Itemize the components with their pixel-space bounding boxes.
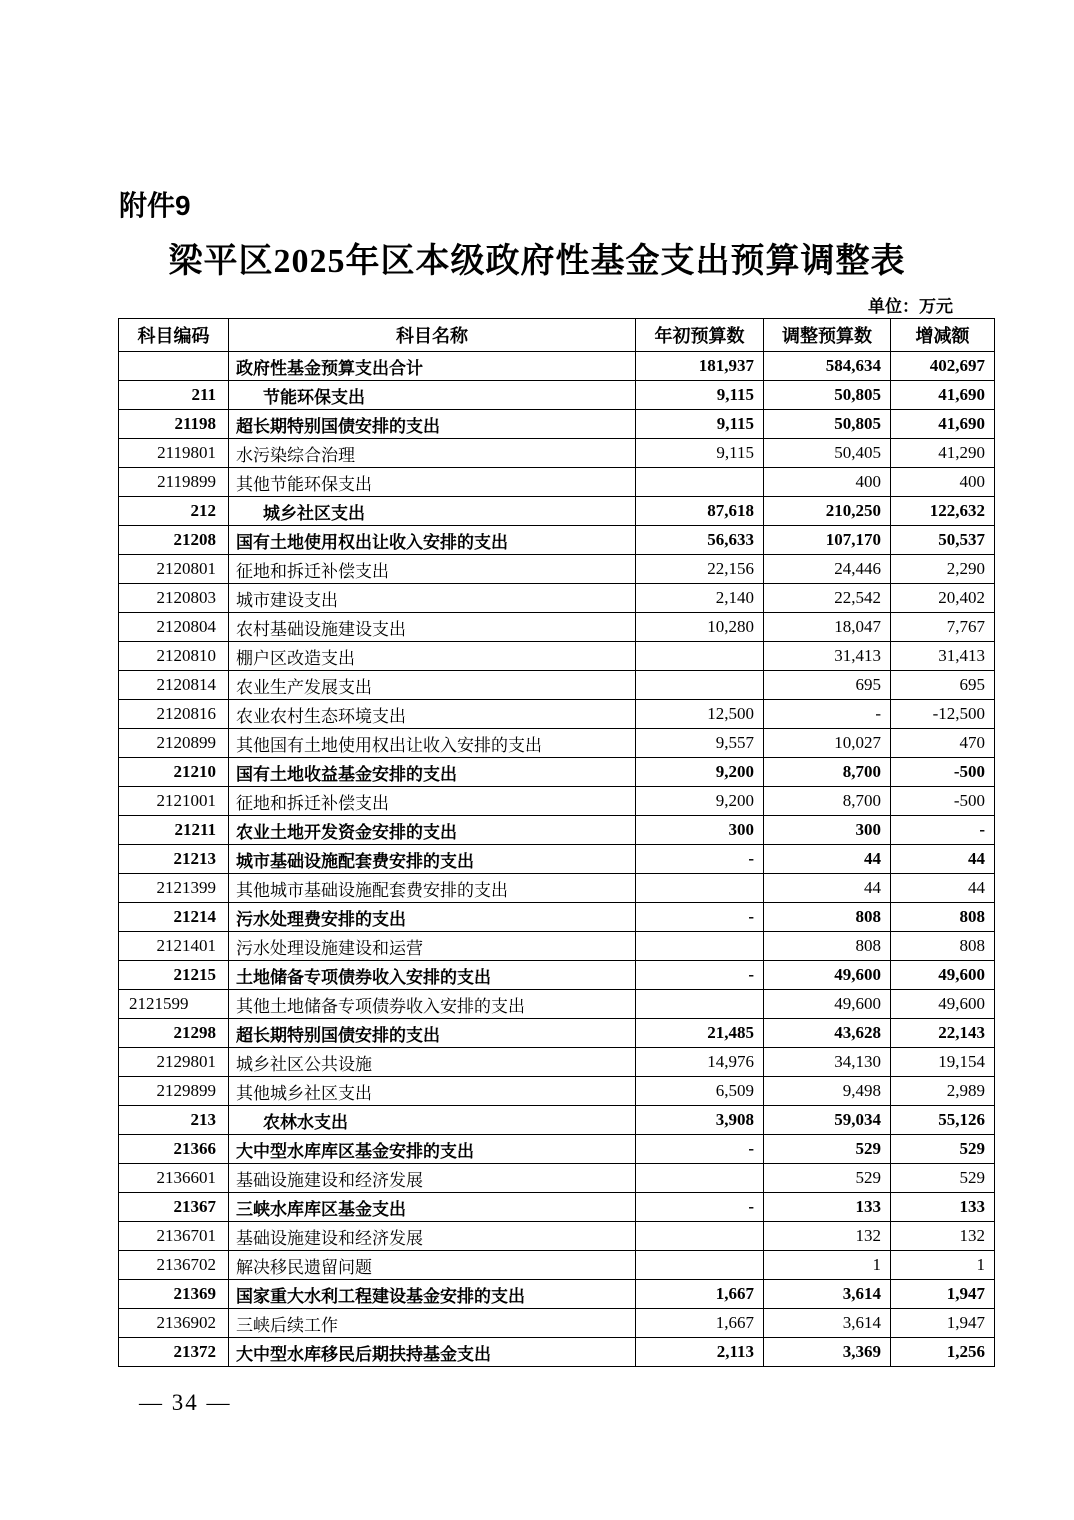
cell-change-amount: 529 [891,1164,995,1193]
cell-adjusted-budget: 50,805 [764,410,891,439]
table-row [119,787,995,816]
cell-initial-budget: 1,667 [636,1280,764,1309]
cell-adjusted-budget: 529 [764,1164,891,1193]
cell-adjusted-budget: 9,498 [764,1077,891,1106]
cell-subject-name: 水污染综合治理 [229,439,636,468]
cell-initial-budget [636,1251,764,1280]
cell-subject-code: 2120803 [119,584,229,613]
cell-adjusted-budget: 34,130 [764,1048,891,1077]
table-row [119,1106,995,1135]
cell-change-amount: 470 [891,729,995,758]
cell-initial-budget: 21,485 [636,1019,764,1048]
cell-subject-code: 2121401 [119,932,229,961]
cell-initial-budget [636,1164,764,1193]
cell-change-amount: 20,402 [891,584,995,613]
unit-note: 单位：万元 [868,297,953,316]
table-row [119,903,995,932]
cell-initial-budget: - [636,903,764,932]
cell-initial-budget: 22,156 [636,555,764,584]
cell-subject-name: 其他土地储备专项债券收入安排的支出 [229,990,636,1019]
cell-change-amount: -500 [891,787,995,816]
cell-subject-code: 2120816 [119,700,229,729]
cell-change-amount: 122,632 [891,497,995,526]
cell-change-amount: 808 [891,932,995,961]
cell-subject-name: 国家重大水利工程建设基金安排的支出 [229,1280,636,1309]
cell-subject-code: 21198 [119,410,229,439]
cell-subject-code: 2136701 [119,1222,229,1251]
cell-initial-budget: 14,976 [636,1048,764,1077]
cell-change-amount: 44 [891,845,995,874]
table-row [119,671,995,700]
cell-initial-budget [636,671,764,700]
cell-change-amount: 808 [891,903,995,932]
cell-initial-budget [636,932,764,961]
table-row [119,1222,995,1251]
column-header-initial-budget: 年初预算数 [636,319,764,352]
cell-subject-code: 2120814 [119,671,229,700]
cell-subject-name: 其他国有土地使用权出让收入安排的支出 [229,729,636,758]
cell-initial-budget: 9,115 [636,439,764,468]
table-row [119,874,995,903]
cell-subject-name: 城乡社区支出 [229,497,636,526]
table-row [119,990,995,1019]
column-header-adjusted-budget: 调整预算数 [764,319,891,352]
table-row [119,439,995,468]
cell-subject-name: 基础设施建设和经济发展 [229,1164,636,1193]
cell-adjusted-budget: 49,600 [764,990,891,1019]
budget-table [118,318,995,1367]
cell-adjusted-budget: 3,614 [764,1309,891,1338]
cell-change-amount: 41,690 [891,410,995,439]
cell-subject-name: 农村基础设施建设支出 [229,613,636,642]
cell-subject-name: 解决移民遗留问题 [229,1251,636,1280]
cell-change-amount: 49,600 [891,990,995,1019]
table-row [119,758,995,787]
cell-adjusted-budget: 49,600 [764,961,891,990]
cell-adjusted-budget: 18,047 [764,613,891,642]
table-row [119,381,995,410]
cell-adjusted-budget: 43,628 [764,1019,891,1048]
cell-subject-name: 棚户区改造支出 [229,642,636,671]
cell-subject-name: 农业土地开发资金安排的支出 [229,816,636,845]
column-header-subject-code: 科目编码 [119,319,229,352]
cell-change-amount: 50,537 [891,526,995,555]
cell-change-amount: 402,697 [891,352,995,381]
cell-change-amount: -12,500 [891,700,995,729]
table-row [119,613,995,642]
cell-change-amount: 1,947 [891,1280,995,1309]
cell-adjusted-budget: 695 [764,671,891,700]
cell-subject-name: 基础设施建设和经济发展 [229,1222,636,1251]
table-row [119,1077,995,1106]
cell-subject-name: 大中型水库库区基金安排的支出 [229,1135,636,1164]
column-header-change-amount: 增减额 [891,319,995,352]
cell-initial-budget [636,468,764,497]
cell-change-amount: 44 [891,874,995,903]
cell-change-amount: 31,413 [891,642,995,671]
cell-subject-name: 三峡后续工作 [229,1309,636,1338]
cell-subject-code: 2121599 [119,990,229,1019]
cell-subject-name: 污水处理费安排的支出 [229,903,636,932]
cell-initial-budget: 2,140 [636,584,764,613]
cell-subject-name: 国有土地使用权出让收入安排的支出 [229,526,636,555]
table-row [119,845,995,874]
cell-subject-name: 其他节能环保支出 [229,468,636,497]
cell-initial-budget: - [636,845,764,874]
table-row [119,1193,995,1222]
cell-change-amount: 132 [891,1222,995,1251]
cell-adjusted-budget: 133 [764,1193,891,1222]
cell-subject-name: 土地储备专项债券收入安排的支出 [229,961,636,990]
table-row [119,932,995,961]
cell-adjusted-budget: 8,700 [764,787,891,816]
table-row [119,729,995,758]
cell-initial-budget: 1,667 [636,1309,764,1338]
cell-initial-budget: 9,200 [636,758,764,787]
cell-change-amount: 529 [891,1135,995,1164]
cell-adjusted-budget: 808 [764,903,891,932]
table-row [119,555,995,584]
cell-subject-code: 21214 [119,903,229,932]
table-row [119,468,995,497]
cell-initial-budget [636,990,764,1019]
cell-change-amount: 1,947 [891,1309,995,1338]
table-row [119,410,995,439]
cell-subject-code: 21208 [119,526,229,555]
header-row [119,319,995,352]
cell-adjusted-budget: 1 [764,1251,891,1280]
cell-adjusted-budget: 107,170 [764,526,891,555]
cell-change-amount: -500 [891,758,995,787]
cell-subject-name: 政府性基金预算支出合计 [229,352,636,381]
cell-initial-budget: 3,908 [636,1106,764,1135]
cell-adjusted-budget: 584,634 [764,352,891,381]
table-row [119,1135,995,1164]
cell-subject-name: 城市建设支出 [229,584,636,613]
cell-initial-budget: 9,200 [636,787,764,816]
cell-adjusted-budget: 22,542 [764,584,891,613]
cell-change-amount: 49,600 [891,961,995,990]
cell-subject-name: 超长期特别国债安排的支出 [229,410,636,439]
page-number: — 34 — [139,1390,232,1415]
cell-initial-budget: 9,557 [636,729,764,758]
cell-subject-code: 2119899 [119,468,229,497]
cell-subject-name: 征地和拆迁补偿支出 [229,555,636,584]
cell-subject-code: 21211 [119,816,229,845]
cell-initial-budget: 56,633 [636,526,764,555]
cell-change-amount: 2,989 [891,1077,995,1106]
cell-adjusted-budget: 808 [764,932,891,961]
cell-subject-name: 城市基础设施配套费安排的支出 [229,845,636,874]
cell-subject-name: 征地和拆迁补偿支出 [229,787,636,816]
table-row [119,700,995,729]
table-header [119,319,995,352]
cell-adjusted-budget: 31,413 [764,642,891,671]
cell-initial-budget: 87,618 [636,497,764,526]
cell-adjusted-budget: 44 [764,845,891,874]
cell-subject-code: 21366 [119,1135,229,1164]
cell-initial-budget: 9,115 [636,381,764,410]
table-row [119,642,995,671]
cell-subject-code: 211 [119,381,229,410]
cell-subject-code: 21369 [119,1280,229,1309]
cell-initial-budget [636,874,764,903]
cell-initial-budget [636,1222,764,1251]
cell-initial-budget: 12,500 [636,700,764,729]
cell-adjusted-budget: 50,805 [764,381,891,410]
cell-subject-name: 国有土地收益基金安排的支出 [229,758,636,787]
table-row [119,1019,995,1048]
table-row [119,961,995,990]
cell-subject-code: 21210 [119,758,229,787]
cell-adjusted-budget: 59,034 [764,1106,891,1135]
cell-subject-code: 2120801 [119,555,229,584]
cell-change-amount: 41,690 [891,381,995,410]
cell-subject-name: 其他城乡社区支出 [229,1077,636,1106]
cell-subject-name: 污水处理设施建设和运营 [229,932,636,961]
table-row [119,1048,995,1077]
cell-initial-budget: - [636,1135,764,1164]
cell-adjusted-budget: 400 [764,468,891,497]
cell-subject-code [119,352,229,381]
cell-change-amount: 133 [891,1193,995,1222]
table-body [119,352,995,1367]
cell-change-amount: 1 [891,1251,995,1280]
table-row [119,816,995,845]
cell-subject-name: 三峡水库库区基金支出 [229,1193,636,1222]
cell-subject-code: 2136601 [119,1164,229,1193]
cell-initial-budget: 9,115 [636,410,764,439]
table-row [119,497,995,526]
cell-adjusted-budget: 210,250 [764,497,891,526]
cell-initial-budget: 2,113 [636,1338,764,1367]
cell-change-amount: - [891,816,995,845]
column-header-subject-name: 科目名称 [229,319,636,352]
cell-subject-code: 21213 [119,845,229,874]
cell-subject-name: 城乡社区公共设施 [229,1048,636,1077]
cell-adjusted-budget: 10,027 [764,729,891,758]
cell-initial-budget: - [636,961,764,990]
cell-change-amount: 1,256 [891,1338,995,1367]
cell-subject-code: 2129899 [119,1077,229,1106]
attachment-label: 附件9 [119,190,191,221]
cell-initial-budget: 300 [636,816,764,845]
cell-change-amount: 19,154 [891,1048,995,1077]
cell-adjusted-budget: 529 [764,1135,891,1164]
cell-adjusted-budget: 3,369 [764,1338,891,1367]
cell-change-amount: 2,290 [891,555,995,584]
cell-change-amount: 400 [891,468,995,497]
cell-change-amount: 695 [891,671,995,700]
cell-subject-code: 21367 [119,1193,229,1222]
cell-subject-code: 2121399 [119,874,229,903]
cell-subject-code: 2120899 [119,729,229,758]
table-row [119,1338,995,1367]
table-row [119,584,995,613]
cell-subject-code: 2120804 [119,613,229,642]
table-row [119,1309,995,1338]
cell-initial-budget [636,642,764,671]
cell-subject-code: 21372 [119,1338,229,1367]
cell-adjusted-budget: 300 [764,816,891,845]
cell-adjusted-budget: 3,614 [764,1280,891,1309]
cell-change-amount: 55,126 [891,1106,995,1135]
cell-change-amount: 7,767 [891,613,995,642]
cell-subject-name: 农业农村生态环境支出 [229,700,636,729]
cell-subject-code: 212 [119,497,229,526]
cell-subject-code: 2136902 [119,1309,229,1338]
cell-adjusted-budget: 24,446 [764,555,891,584]
cell-subject-code: 21215 [119,961,229,990]
cell-subject-name: 超长期特别国债安排的支出 [229,1019,636,1048]
cell-change-amount: 22,143 [891,1019,995,1048]
cell-subject-name: 农林水支出 [229,1106,636,1135]
table-row [119,1164,995,1193]
cell-subject-code: 2119801 [119,439,229,468]
cell-subject-name: 其他城市基础设施配套费安排的支出 [229,874,636,903]
cell-change-amount: 41,290 [891,439,995,468]
cell-subject-code: 213 [119,1106,229,1135]
cell-initial-budget: - [636,1193,764,1222]
cell-initial-budget: 181,937 [636,352,764,381]
cell-adjusted-budget: 132 [764,1222,891,1251]
cell-subject-code: 2136702 [119,1251,229,1280]
cell-subject-name: 大中型水库移民后期扶持基金支出 [229,1338,636,1367]
cell-adjusted-budget: - [764,700,891,729]
page-title: 梁平区2025年区本级政府性基金支出预算调整表 [168,243,906,280]
table-row [119,1251,995,1280]
cell-subject-name: 农业生产发展支出 [229,671,636,700]
cell-subject-code: 2121001 [119,787,229,816]
table-row [119,352,995,381]
cell-adjusted-budget: 8,700 [764,758,891,787]
cell-subject-code: 2129801 [119,1048,229,1077]
cell-subject-code: 2120810 [119,642,229,671]
cell-initial-budget: 6,509 [636,1077,764,1106]
cell-subject-name: 节能环保支出 [229,381,636,410]
cell-subject-code: 21298 [119,1019,229,1048]
cell-adjusted-budget: 50,405 [764,439,891,468]
cell-initial-budget: 10,280 [636,613,764,642]
table-row [119,526,995,555]
table-row [119,1280,995,1309]
cell-adjusted-budget: 44 [764,874,891,903]
